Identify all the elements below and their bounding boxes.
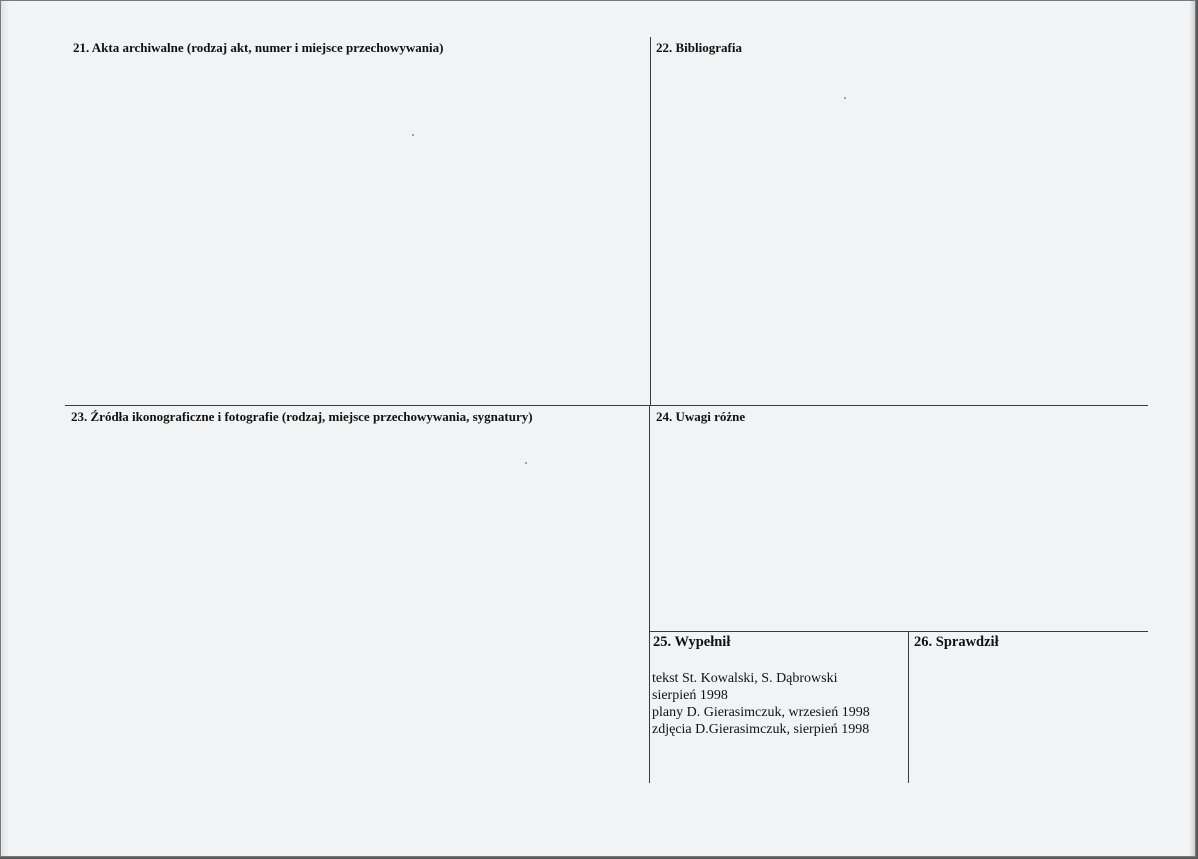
card-edge bbox=[1, 1, 9, 856]
field-25-content bbox=[652, 670, 870, 738]
paper-speck bbox=[412, 134, 414, 136]
divider-horizontal-middle bbox=[65, 405, 1148, 406]
field-25-line: plany D. Gierasimczuk, wrzesień 1998 bbox=[652, 705, 870, 720]
field-24-remarks-label: 24. Uwagi różne bbox=[656, 409, 746, 424]
field-21-archival-records-label: 21. Akta archiwalne (rodzaj akt, numer i miejsce przechowywania) bbox=[73, 40, 444, 55]
paper-speck bbox=[525, 462, 527, 464]
divider-vertical-signatures bbox=[908, 631, 909, 783]
field-22-bibliography-label: 22. Bibliografia bbox=[656, 40, 742, 55]
field-26-checked-by-label: 26. Sprawdził bbox=[914, 634, 999, 650]
field-23-iconographic-sources-label: 23. Źródła ikonograficzne i fotografie (rodzaj, miejsce przechowywania, sygnatury) bbox=[71, 409, 533, 424]
field-25-filled-by-label: 25. Wypełnił bbox=[653, 634, 731, 650]
card-edge bbox=[1189, 1, 1195, 856]
divider-vertical-main bbox=[650, 37, 651, 405]
paper-speck bbox=[844, 97, 846, 99]
field-25-line: tekst St. Kowalski, S. Dąbrowski bbox=[652, 671, 838, 686]
field-25-line: sierpień 1998 bbox=[652, 688, 728, 703]
divider-vertical-lower bbox=[649, 405, 650, 783]
field-25-line: zdjęcia D.Gierasimczuk, sierpień 1998 bbox=[652, 722, 870, 737]
divider-horizontal-signatures bbox=[649, 631, 1148, 632]
